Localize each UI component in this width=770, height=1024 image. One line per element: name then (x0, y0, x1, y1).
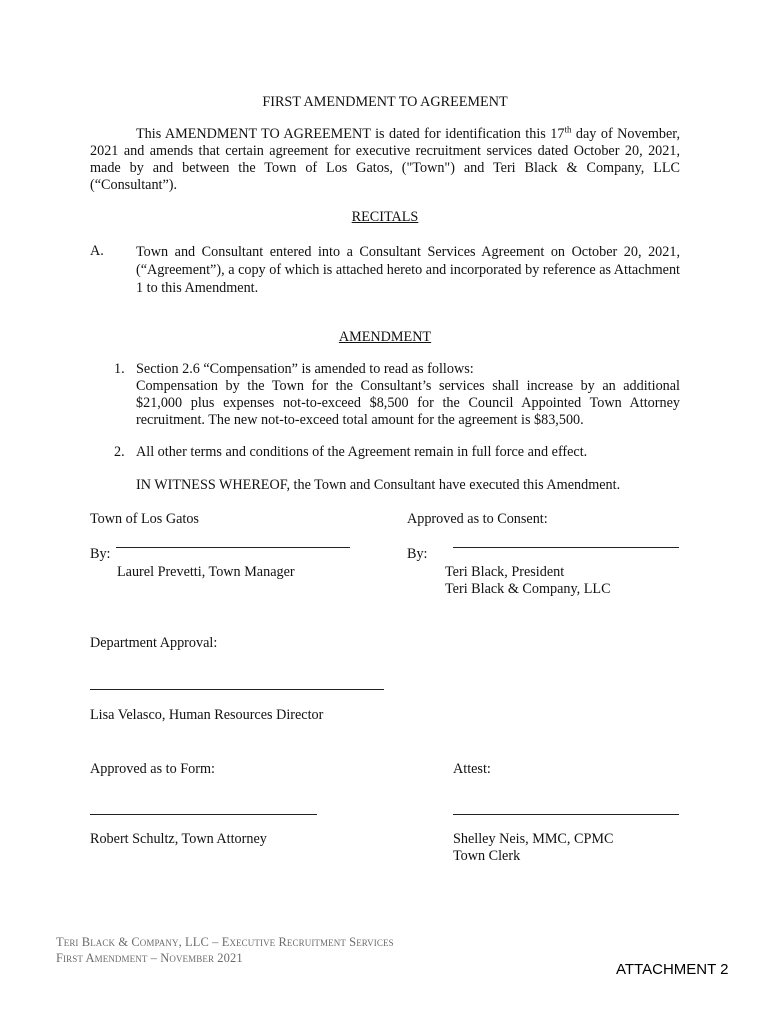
department-signer: Lisa Velasco, Human Resources Director (90, 707, 324, 723)
recital-a-label: A. (90, 243, 104, 259)
town-signature-line (116, 547, 350, 548)
item-2-number: 2. (114, 444, 125, 460)
item-1-lead: Section 2.6 “Compensation” is amended to read as follows: (136, 361, 474, 377)
intro-text-part1: This AMENDMENT TO AGREEMENT is dated for identification this 17 (136, 126, 565, 142)
intro-text-part2: day of November, 2021 and amends that certain agreement for executive recruitment services dated October 20, 2021, made by and between the Town of Los Gatos, ("Town") and Teri Black & Company, LLC (“Consultant”). (90, 126, 680, 193)
intro-paragraph (90, 126, 680, 194)
recital-a-text: Town and Consultant entered into a Consultant Services Agreement on October 20, 2021, (“Agreement”), a copy of which is attached hereto and incorporated by reference as Attachment 1 to this Amendment. (136, 244, 680, 296)
consultant-signer-company: Teri Black & Company, LLC (445, 581, 611, 597)
town-label: Town of Los Gatos (90, 511, 199, 527)
attachment-label: ATTACHMENT 2 (616, 961, 729, 978)
intro-superscript: th (564, 124, 572, 135)
item-2-text: All other terms and conditions of the Agreement remain in full force and effect. (136, 444, 588, 460)
footer-firm-line: Teri Black & Company, LLC – Executive Recruitment Services (56, 935, 394, 949)
attest-signature-line (453, 814, 679, 815)
attest-signer-name: Shelley Neis, MMC, CPMC (453, 831, 614, 847)
amendment-heading: AMENDMENT (338, 329, 432, 345)
consultant-signer-name: Teri Black, President (445, 564, 565, 580)
town-signer: Laurel Prevetti, Town Manager (117, 564, 295, 580)
consent-label: Approved as to Consent: (407, 511, 548, 527)
consultant-signature-line (453, 547, 679, 548)
item-1-body: Compensation by the Town for the Consultant’s services shall increase by an additional $21,000 plus expenses not-to-exceed $8,500 for the Council Appointed Town Attorney recruitment. The new not-to-exceed total amount for the agreement is $83,500. (136, 378, 680, 428)
recitals-heading: RECITALS (351, 209, 419, 225)
department-approval-label: Department Approval: (90, 635, 218, 651)
witness-statement: IN WITNESS WHEREOF, the Town and Consultant have executed this Amendment. (136, 477, 621, 493)
document-title: FIRST AMENDMENT TO AGREEMENT (262, 94, 508, 110)
by-label-left: By: (90, 546, 111, 562)
department-signature-line (90, 689, 384, 690)
by-label-right: By: (407, 546, 428, 562)
attest-signer-title: Town Clerk (453, 848, 521, 864)
item-1-number: 1. (114, 361, 125, 377)
attest-label: Attest: (453, 761, 491, 777)
approved-as-to-form-label: Approved as to Form: (90, 761, 215, 777)
footer-amendment-line: First Amendment – November 2021 (56, 951, 243, 965)
form-signature-line (90, 814, 317, 815)
form-signer: Robert Schultz, Town Attorney (90, 831, 267, 847)
